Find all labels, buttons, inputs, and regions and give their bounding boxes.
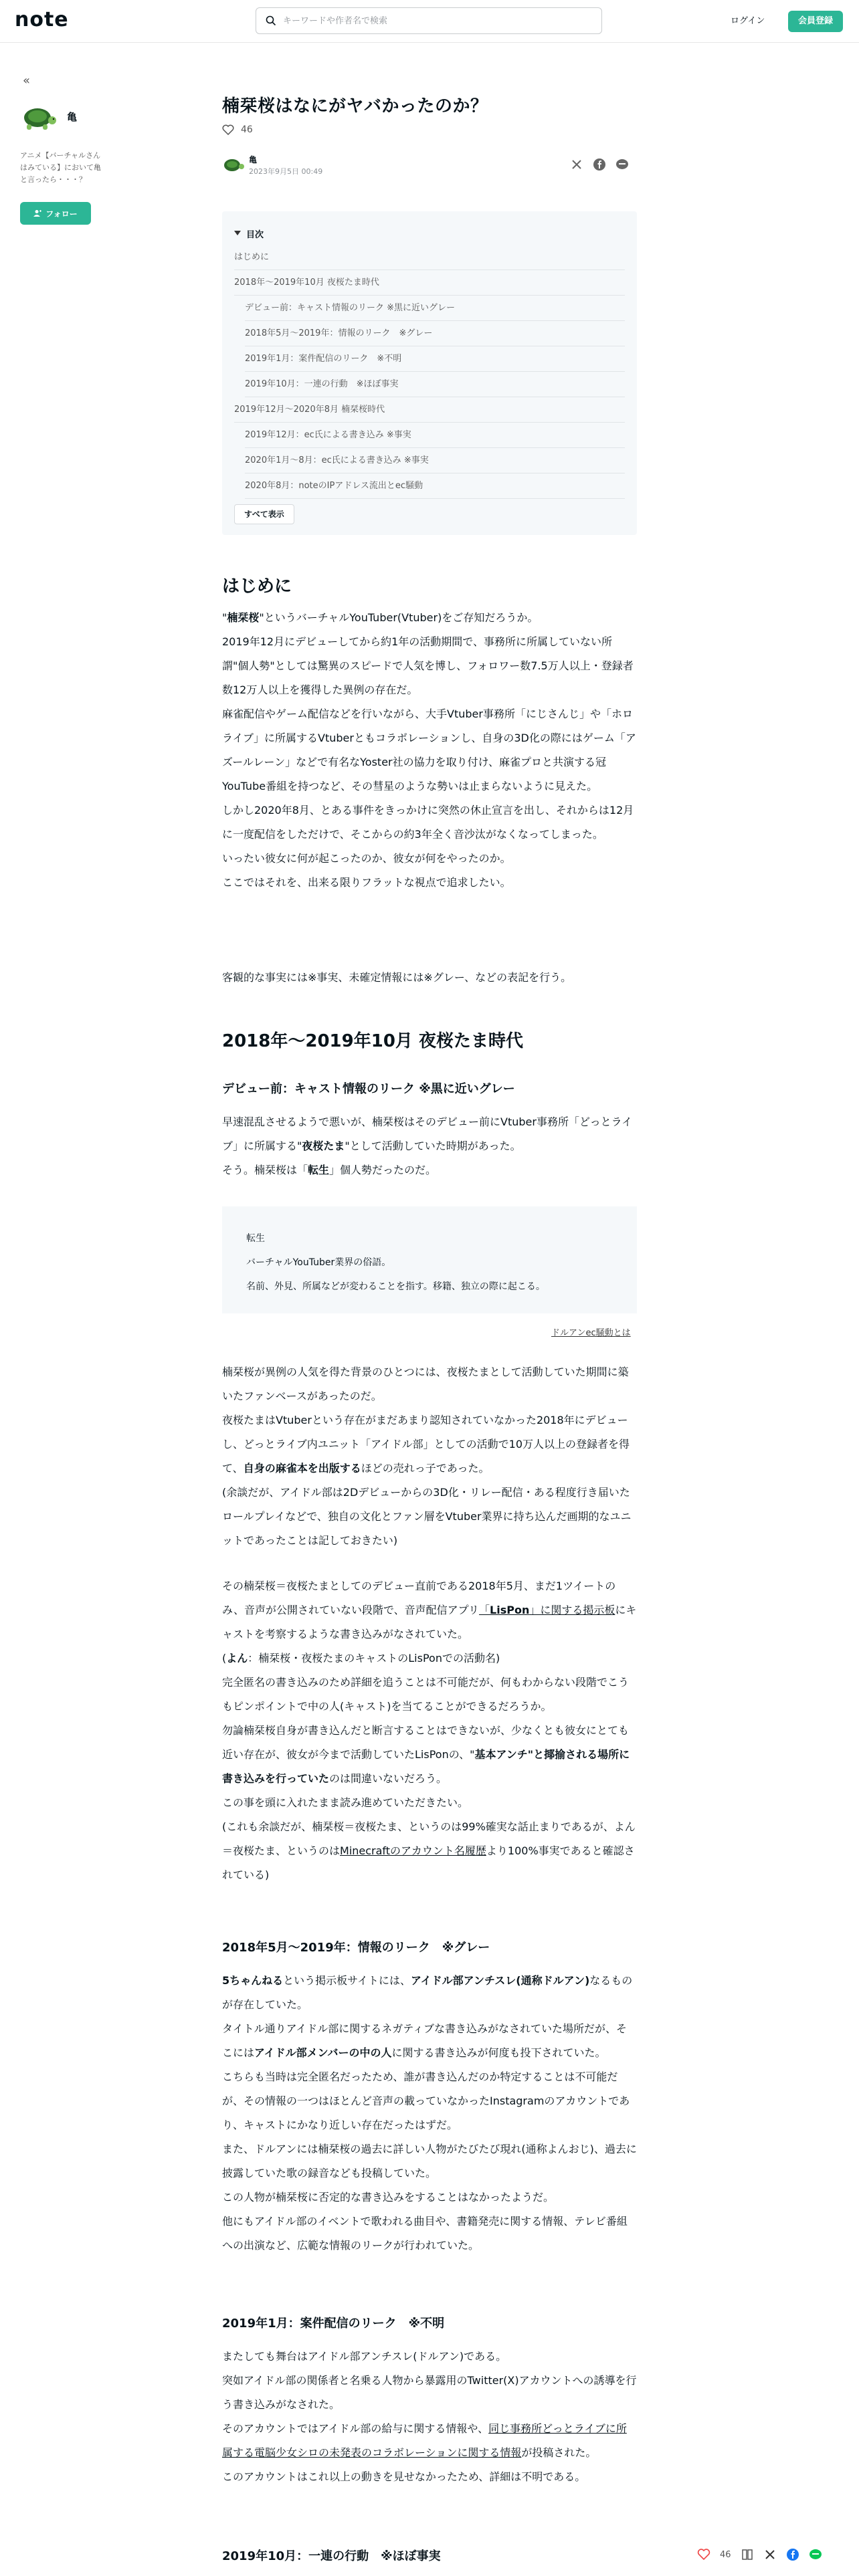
follow-button[interactable]	[20, 202, 91, 225]
sidebar-author-name[interactable]: 亀	[67, 111, 78, 123]
magazine-icon[interactable]	[741, 2548, 754, 2561]
toc-heading: 目次	[246, 229, 264, 240]
subsection-heading: 2019年1月：案件配信のリーク ※不明	[222, 2317, 445, 2331]
table-of-contents	[222, 211, 637, 535]
signup-button[interactable]: 会員登録	[788, 11, 843, 32]
quote-line: バーチャルYouTuber業界の俗語。	[246, 1257, 391, 1268]
toc-item[interactable]: 2020年8月：noteのIPアドレス流出とec騒動	[245, 473, 625, 499]
collapse-sidebar-icon[interactable]: «	[23, 74, 31, 88]
publish-date: 2023年9月5日 00:49	[249, 167, 323, 176]
article-paragraph: "楠栞桜"というバーチャルYouTuber(Vtuber)をご存知だろうか。 2019年12月にデビューしてから約1年の活動期間で、事務所に所属していない所謂"個人勢"としては驚異のスピードで人気を博し、フォロワー数7.5万人以上・登録者数12万人以上を獲得した異例の存在だ。 麻雀配信やゲーム配信などを行いながら、大手Vtuber事務所「にじさんじ」や「ホロライブ」に所属するVtuberともコラボレーションし、自身の3D化の際にはゲーム「アズールレーン」などで有名なYoster社の協力を取り付け、麻雀プロと共演する冠YouTube番組を持つなど、その彗星のような勢いは止まらないように見えた。 しかし2020年8月、とある事件をきっかけに突然の休止宣言を出し、それからは12月に一度配信をしただけで、そこからの約3年全く音沙汰がなくなってしまった。 いったい彼女に何が起こったのか、彼女が何をやったのか。 ここではそれを、出来る限りフラットな視点で追求したい。	[222, 611, 636, 889]
search-icon	[266, 15, 276, 26]
heart-icon[interactable]	[222, 124, 234, 135]
toc-item[interactable]: デビュー前：キャスト情報のリーク ※黒に近いグレー	[245, 296, 625, 321]
toc-show-all-button[interactable]: すべて表示	[234, 504, 294, 524]
meta-author-name[interactable]: 亀	[249, 155, 258, 165]
x-share-icon[interactable]	[570, 158, 583, 171]
article-paragraph: 5ちゃんねるという掲示板サイトには、アイドル部アンチスレ(通称ドルアン)なるものが存在していた。 タイトル通りアイドル部に関するネガティブな書き込みがなされていた場所だが、そこにはアイドル部メンバーの中の人に関する書き込みが何度も投下されていた。 こちらも当時は完全匿名だったため、誰が書き込んだのか特定することは不可能だが、その情報の一つはほとんど音声の載っていなかったInstagramのアカウントであり、キャストにかなり近しい存在だったはずだ。 また、ドルアンには楠栞桜の過去に詳しい人物がたびたび現れ(通称よんおじ)、過去に披露していた歌の録音なども投稿していた。 この人物が楠栞桜に否定的な書き込みをすることはなかったようだ。 他にもアイドル部のイベントで歌われる曲目や、書籍発売に関する情報、テレビ番組への出演など、広範な情報のリークが行われていた。	[222, 1974, 637, 2252]
quote-line: 名前、外見、所属などが変わることを指す。移籍、独立の際に起こる。	[246, 1281, 545, 1292]
like-row	[222, 124, 253, 135]
turtle-avatar[interactable]	[20, 102, 58, 132]
subsection-heading: デビュー前：キャスト情報のリーク ※黒に近いグレー	[222, 1082, 515, 1096]
article-title: 楠栞桜はなにがヤバかったのか？	[222, 96, 488, 116]
floating-like-count: 46	[720, 2549, 731, 2560]
toc-toggle[interactable]	[234, 225, 625, 242]
user-plus-icon	[33, 209, 41, 217]
line-share-icon[interactable]	[615, 158, 629, 171]
x-share-icon[interactable]	[763, 2548, 777, 2561]
quote-block	[222, 1206, 637, 1313]
section-heading: 2018年～2019年10月 夜桜たま時代	[222, 1031, 523, 1051]
embed-link[interactable]: ドルアンec騒動とは	[551, 1328, 631, 1338]
floating-action-bar	[697, 2548, 822, 2561]
subsection-heading: 2019年10月：一連の行動 ※ほぼ事実	[222, 2549, 441, 2563]
search-box[interactable]	[256, 7, 602, 34]
login-button[interactable]: ログイン	[731, 16, 765, 26]
toc-item[interactable]: 2020年1月～8月：ec氏による書き込み ※事実	[245, 448, 625, 473]
toc-item[interactable]: 2019年12月～2020年8月 楠栞桜時代	[234, 397, 625, 423]
search-input[interactable]	[283, 16, 577, 26]
toc-item[interactable]: 2019年12月：ec氏による書き込み ※事実	[245, 423, 625, 448]
toc-item[interactable]: 2018年～2019年10月 夜桜たま時代	[234, 270, 625, 296]
follow-label: フォロー	[45, 209, 78, 219]
article-paragraph: 楠栞桜が異例の人気を得た背景のひとつには、夜桜たまとして活動していた期間に築いたファンベースがあったのだ。 夜桜たまはVtuberという存在がまだあまり認知されていなかった2018年にデビューし、どっとライブ内ユニット「アイドル部」としての活動で10万人以上の登録者を得て、自身の麻雀本を出版するほどの売れっ子であった。 (余談だが、アイドル部は2Dデビューからの3D化・リレー配信・ある程度行き届いたロールプレイなどで、独自の文化とファン層をVtuber業界に持ち込んだ画期的なユニットであったことは記しておきたい)	[222, 1366, 632, 1547]
like-count: 46	[241, 124, 253, 135]
toc-item[interactable]: はじめに	[234, 245, 625, 270]
toc-item[interactable]: 2019年1月：案件配信のリーク ※不明	[245, 346, 625, 372]
article-paragraph: またしても舞台はアイドル部アンチスレ(ドルアン)である。 突如アイドル部の関係者と名乗る人物から暴露用のTwitter(X)アカウントへの誘導を行う書き込みがなされた。 そのアカウントではアイドル部の給与に関する情報や、同じ事務所どっとライブに所属する電脳少女シロの未発表のコラボレーションに関する情報が投稿された。 このアカウントはこれ以上の動きを見せなかったため、詳細は不明である。	[222, 2350, 637, 2483]
heart-icon[interactable]	[697, 2548, 710, 2561]
turtle-small-avatar[interactable]	[222, 155, 245, 174]
article-paragraph: 客観的な事実には※事実、未確定情報には※グレー、などの表記を行う。	[222, 971, 572, 984]
article-paragraph: その楠栞桜＝夜桜たまとしてのデビュー直前である2018年5月、まだ1ツイートのみ、音声が公開されていない段階で、音声配信アプリ「LisPon」に関する掲示板にキャストを考察するような書き込みがなされていた。 (よん：楠栞桜・夜桜たまのキャストのLisPonでの活動名) 完全匿名の書き込みのため詳細を追うことは不可能だが、何もわからない段階でこうもピンポイントで中の人(キャスト)を当てることができるだろうか。 勿論楠栞桜自身が書き込んだと断言することはできないが、少なくとも彼女にとても近い存在が、彼女が今まで活動していたLisPonの、"基本アンチ"と揶揄される場所に書き込みを行っていたのは間違いないだろう。 この事を頭に入れたまま読み進めていただきたい。 (これも余談だが、楠栞桜＝夜桜たま、というのは99%確実な話止まりであるが、よん＝夜桜たま、というのはMinecraftのアカウント名履歴より100%事実であると確認されている)	[222, 1580, 637, 1881]
note-logo[interactable]: note	[15, 8, 69, 31]
article-paragraph: 早速混乱させるようで悪いが、楠栞桜はそのデビュー前にVtuber事務所「どっとライブ」に所属する"夜桜たま"として活動していた時期があった。 そう。楠栞桜は「転生」個人勢だったのだ。	[222, 1115, 633, 1176]
caret-down-icon	[234, 231, 241, 236]
subsection-heading: 2018年5月～2019年：情報のリーク ※グレー	[222, 1941, 490, 1955]
line-share-icon[interactable]	[809, 2548, 822, 2561]
facebook-share-icon[interactable]	[593, 158, 606, 171]
facebook-share-icon[interactable]	[786, 2548, 799, 2561]
toc-item[interactable]: 2018年5月～2019年：情報のリーク ※グレー	[245, 321, 625, 346]
quote-term: 転生	[246, 1233, 265, 1244]
section-heading: はじめに	[222, 576, 292, 597]
toc-item[interactable]: 2019年10月：一連の行動 ※ほぼ事実	[245, 372, 625, 397]
author-bio: アニメ【バーチャルさんはみている】において亀と言ったら・・・？	[20, 151, 101, 184]
site-header	[0, 0, 859, 43]
